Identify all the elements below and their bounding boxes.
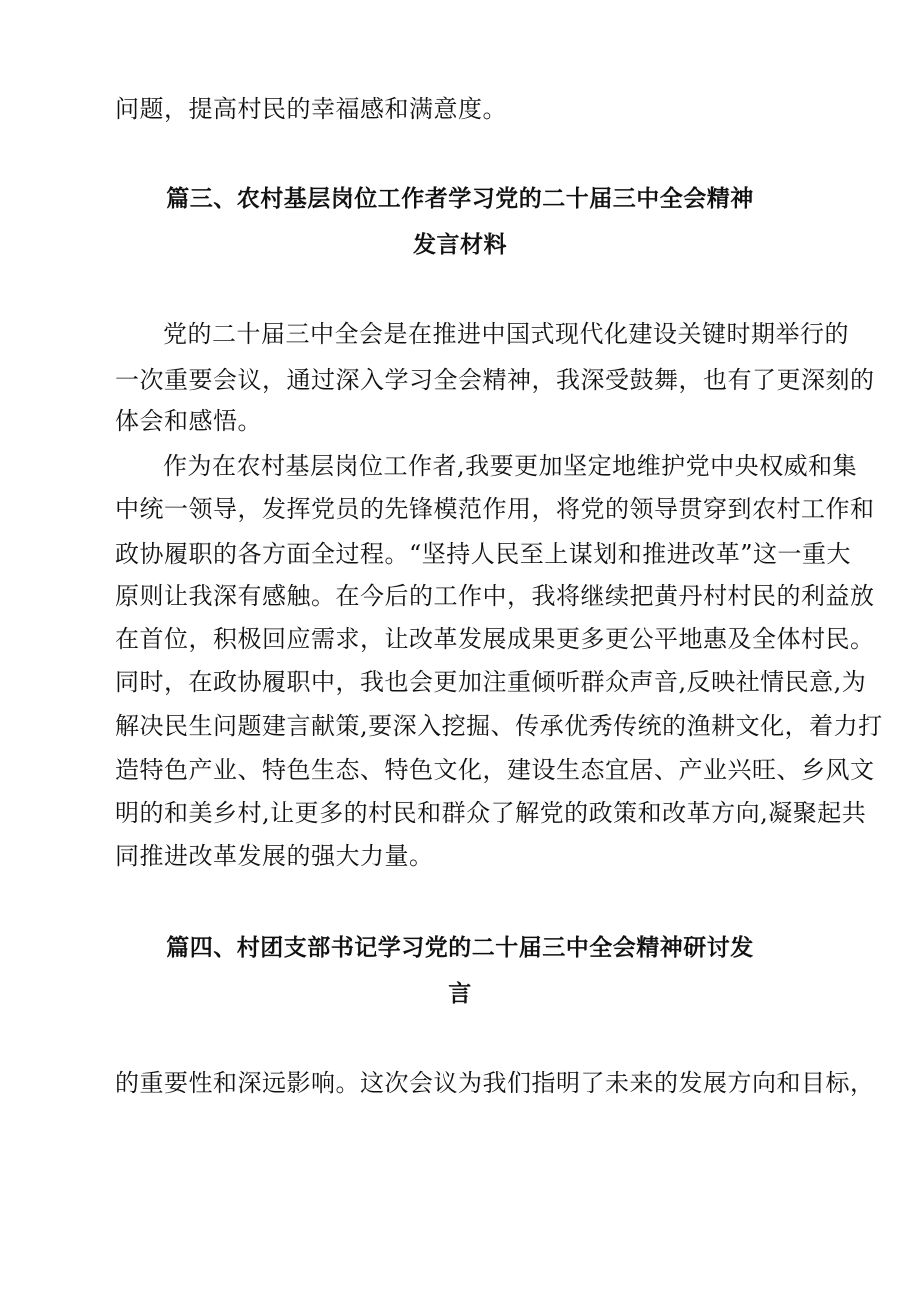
section3-title-line2: 发言材料 <box>413 232 507 258</box>
paragraph-line: 造特色产业、特色生态、特色文化，建设生态宜居、产业兴旺、乡风文 <box>115 756 875 784</box>
paragraph-line: 明的和美乡村,让更多的村民和群众了解党的政策和改革方向,凝聚起共 <box>115 799 867 827</box>
paragraph-line: 解决民生问题建言献策,要深入挖掘、传承优秀传统的渔耕文化，着力打 <box>115 712 883 740</box>
paragraph-line: 同推进改革发展的强大力量。 <box>115 842 434 870</box>
top-fragment-text: 问题，提高村民的幸福感和满意度。 <box>115 95 507 123</box>
section4-title-line2: 言 <box>448 981 472 1007</box>
paragraph-line: 党的二十届三中全会是在推进中国式现代化建设关键时期举行的 <box>163 320 849 348</box>
paragraph-line: 原则让我深有感触。在今后的工作中，我将继续把黄丹村村民的利益放 <box>115 582 875 610</box>
section4-title-line1: 篇四、村团支部书记学习党的二十届三中全会精神研讨发 <box>166 935 754 961</box>
paragraph-line: 一次重要会议，通过深入学习全会精神，我深受鼓舞，也有了更深刻的 <box>115 366 875 394</box>
paragraph-line: 中统一领导，发挥党员的先锋模范作用，将党的领导贯穿到农村工作和 <box>115 495 875 523</box>
paragraph-line: 体会和感悟。 <box>115 407 262 435</box>
paragraph-line: 在首位，积极回应需求，让改革发展成果更多更公平地惠及全体村民。 <box>115 625 875 653</box>
paragraph-line: 同时，在政协履职中，我也会更加注重倾听群众声音,反映社情民意,为 <box>115 668 867 696</box>
paragraph-line: 政协履职的各方面全过程。“坚持人民至上谋划和推进改革”这一重大 <box>115 540 852 568</box>
paragraph-line: 的重要性和深远影响。这次会议为我们指明了未来的发展方向和目标， <box>115 1069 875 1097</box>
paragraph-line: 作为在农村基层岗位工作者,我要更加坚定地维护党中央权威和集 <box>163 452 858 480</box>
section3-title-line1: 篇三、农村基层岗位工作者学习党的二十届三中全会精神 <box>166 186 754 212</box>
